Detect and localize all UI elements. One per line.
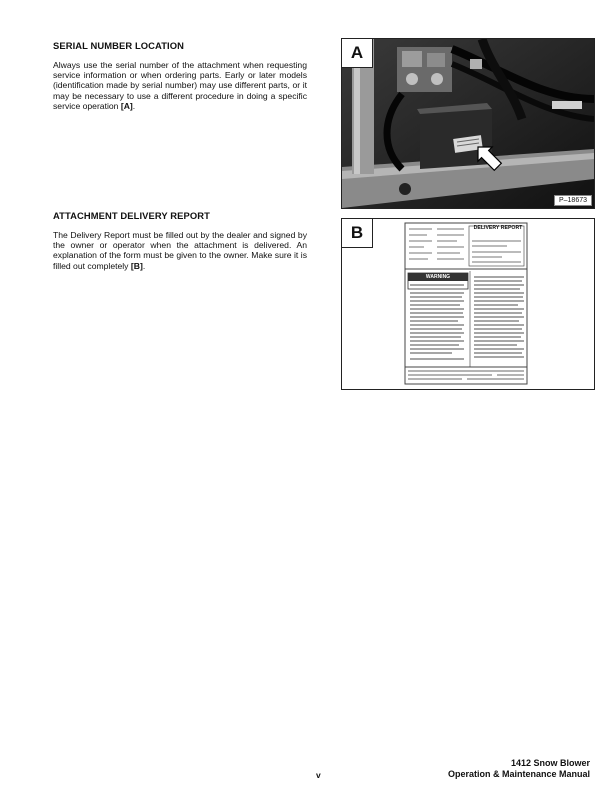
figure-a-letter: A xyxy=(342,39,373,68)
photo-number: P–18673 xyxy=(554,195,592,206)
serial-number-text: Always use the serial number of the attachment when requesting service information or when ordering parts. Early or later models (identification made by serial number) may use different parts, or it may be necessary to use a different procedure in doing a specific service operation xyxy=(53,60,307,111)
delivery-report-text: The Delivery Report must be filled out by the dealer and signed by the owner or operator when the attachment is delivered. An explanation of the form must be given to the owner. Make sure it is filled out completely xyxy=(53,230,307,271)
delivery-report-heading: ATTACHMENT DELIVERY REPORT xyxy=(53,210,210,221)
serial-number-paragraph xyxy=(53,60,307,111)
figure-b xyxy=(341,218,595,390)
delivery-report-paragraph xyxy=(53,230,307,271)
footer-manual-name: Operation & Maintenance Manual xyxy=(447,769,590,779)
serial-plate-photo xyxy=(342,39,594,208)
form-warning-label: WARNING xyxy=(425,274,451,280)
serial-number-period: . xyxy=(132,100,136,111)
figure-a-reference: [A] xyxy=(120,100,133,111)
page-number: v xyxy=(316,770,321,780)
delivery-report-form-illustration xyxy=(342,219,594,389)
footer-title-block xyxy=(448,758,590,780)
form-title: DELIVERY REPORT xyxy=(473,225,523,231)
delivery-report-period: . xyxy=(142,260,146,271)
footer-model: 1412 Snow Blower xyxy=(510,758,590,768)
figure-a xyxy=(341,38,595,209)
serial-number-heading: SERIAL NUMBER LOCATION xyxy=(53,40,185,51)
figure-b-letter: B xyxy=(342,219,373,248)
figure-b-reference: [B] xyxy=(130,260,143,271)
